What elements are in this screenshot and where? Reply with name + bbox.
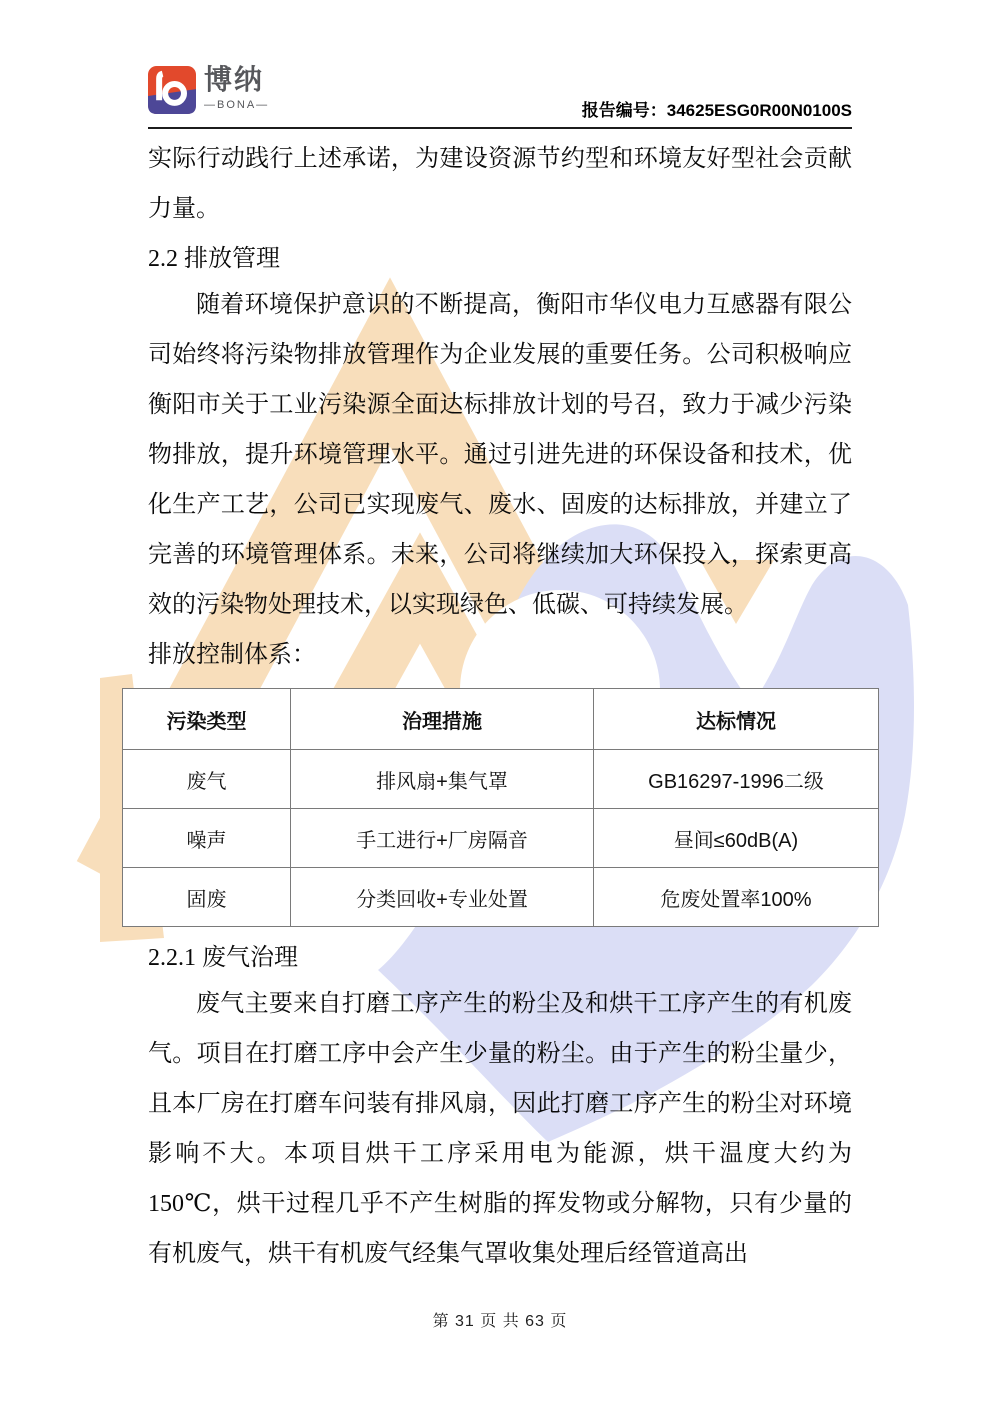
table-cell: 昼间≤60dB(A) xyxy=(594,809,879,868)
table-header-row xyxy=(123,689,879,750)
paragraph-2-2: 随着环境保护意识的不断提高，衡阳市华仪电力互感器有限公司始终将污染物排放管理作为企业发展的重要任务。公司积极响应衡阳市关于工业污染源全面达标排放计划的号召，致力于减少污染物排放，提升环境管理水平。通过引进先进的环保设备和技术，优化生产工艺，公司已实现废气、废水、固废的达标排放，并建立了完善的环境管理体系。未来，公司将继续加大环保投入，探索更高效的污染物处理技术，以实现绿色、低碳、可持续发展。 xyxy=(148,292,852,618)
logo-name-en: —BONA— xyxy=(204,99,270,111)
table-cell: 手工进行+厂房隔音 xyxy=(291,809,594,868)
table-cell: 排风扇+集气罩 xyxy=(291,750,594,809)
table-cell: 固废 xyxy=(123,868,291,927)
table-row xyxy=(123,750,879,809)
report-number-line xyxy=(148,96,852,121)
section-heading-2-2: 2.2 排放管理 xyxy=(148,246,280,272)
section-heading-2-2-1: 2.2.1 废气治理 xyxy=(148,945,298,971)
report-number-label: 报告编号： xyxy=(581,101,667,120)
table-cell: 噪声 xyxy=(123,809,291,868)
table-header-measures: 治理措施 xyxy=(291,689,594,750)
table-cell: 废气 xyxy=(123,750,291,809)
table-intro-line: 排放控制体系： xyxy=(148,642,316,668)
header-rule xyxy=(148,127,852,129)
paragraph-2-2-1: 废气主要来自打磨工序产生的粉尘及和烘干工序产生的有机废气。项目在打磨工序中会产生少量的粉尘。由于产生的粉尘量少，且本厂房在打磨车问装有排风扇，因此打磨工序产生的粉尘对环境影响不大。本项目烘干工序采用电为能源，烘干温度大约为 150℃，烘干过程几乎不产生树脂的挥发物或分解物，只有少量的有机废气，烘干有机废气经集气罩收集处理后经管道高出 xyxy=(148,991,852,1267)
document-body xyxy=(148,134,852,1279)
logo-name-cn: 博纳 xyxy=(204,64,265,95)
emission-control-table xyxy=(122,688,879,927)
table-cell: 分类回收+专业处置 xyxy=(291,868,594,927)
table-header-pollution-type: 污染类型 xyxy=(123,689,291,750)
table-row xyxy=(123,868,879,927)
table-cell: 危废处置率100% xyxy=(594,868,879,927)
table-row xyxy=(123,809,879,868)
paragraph-continuation: 实际行动践行上述承诺，为建设资源节约型和环境友好型社会贡献力量。 xyxy=(148,146,852,222)
page-number-footer: 第 31 页 共 63 页 xyxy=(432,1313,568,1330)
report-number-value: 34625ESG0R00N0100S xyxy=(666,101,852,120)
table-cell: GB16297-1996二级 xyxy=(594,750,879,809)
table-header-compliance: 达标情况 xyxy=(594,689,879,750)
